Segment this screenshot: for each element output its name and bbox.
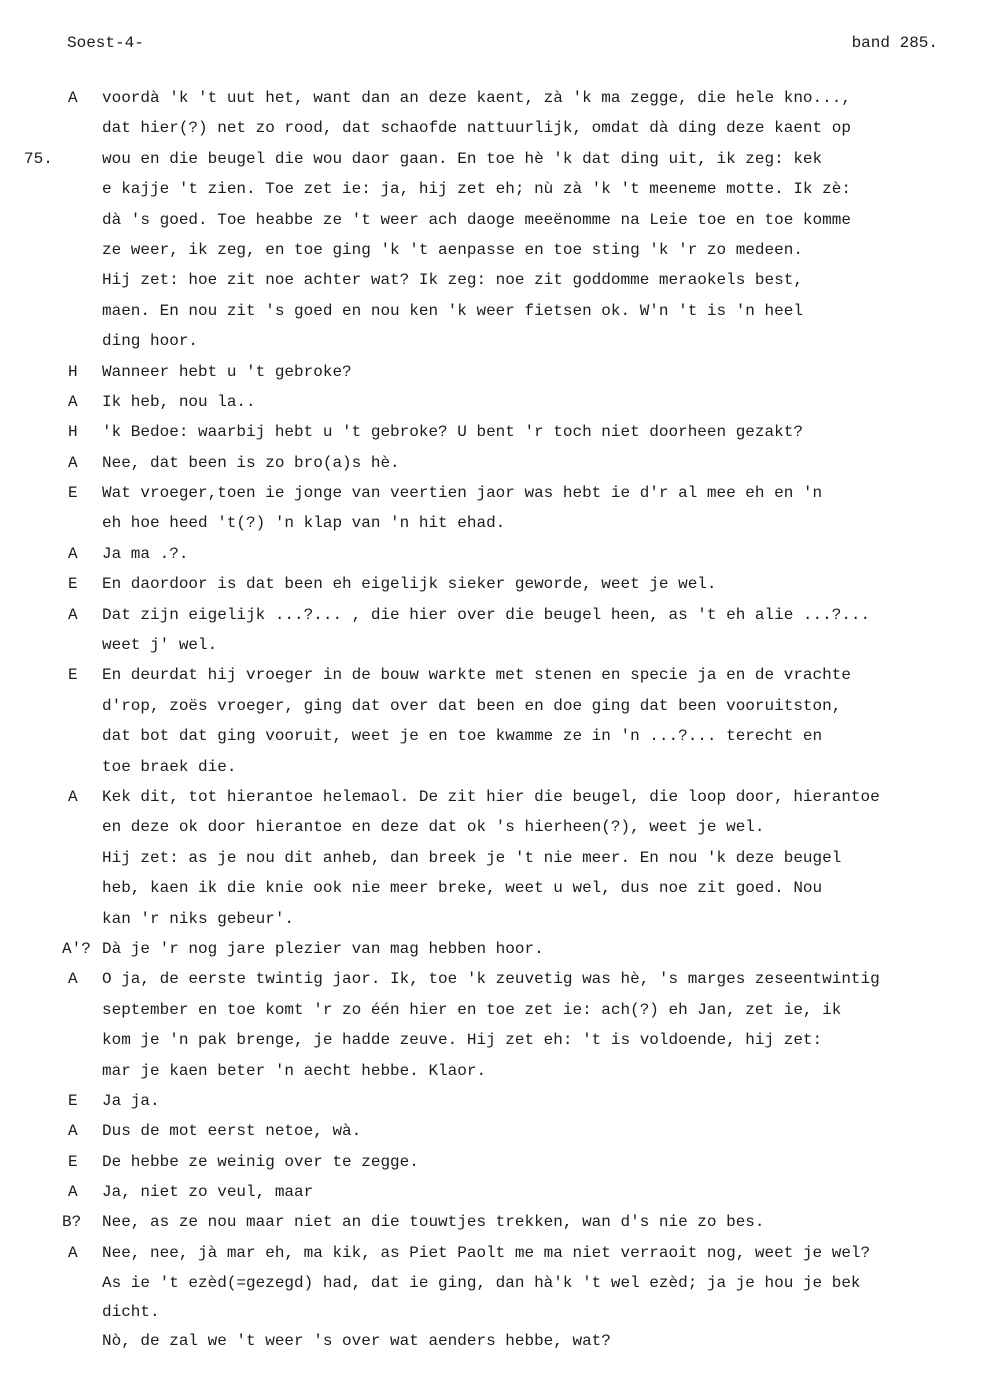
transcript-line [0,205,986,235]
line-text: Hij zet: hoe zit noe achter wat? Ik zeg: noe zit goddomme meraokels best, [102,271,803,290]
line-text: En daordoor is dat been eh eigelijk sieker geworde, weet je wel. [102,575,717,594]
line-text: dat bot dat ging vooruit, weet je en toe kwamme ze in 'n ...?... terecht en [102,727,823,746]
line-text: Ja ja. [102,1091,160,1110]
line-text: dat hier(?) net zo rood, dat schaofde nattuurlijk, omdat dà ding deze kaent op [102,119,851,138]
line-text: Ja, niet zo veul, maar [102,1183,314,1202]
transcript-line [0,357,986,387]
transcript-line [0,782,986,812]
transcript-line [0,691,986,721]
speaker-label: E [68,1152,78,1171]
line-text: De hebbe ze weinig over te zegge. [102,1152,419,1171]
transcript-line [0,964,986,994]
line-text: dà 's goed. Toe heabbe ze 't weer ach daoge meeënomme na Leie toe en toe komme [102,210,851,229]
speaker-label: A [68,1183,78,1202]
transcript-line [0,1238,986,1268]
transcript-line [0,478,986,508]
transcript-line [0,995,986,1025]
line-text: Ja ma .?. [102,544,189,563]
line-text: september en toe komt 'r zo één hier en toe zet ie: ach(?) eh Jan, zet ie, ik [102,1000,842,1019]
transcript-line [0,721,986,751]
transcript-line [0,113,986,143]
transcript-line [0,539,986,569]
transcript-line [0,1056,986,1086]
transcript-line [0,417,986,447]
line-text: ding hoor. [102,332,199,351]
line-text: Kek dit, tot hierantoe helemaol. De zit hier die beugel, die loop door, hierantoe [102,787,880,806]
transcript-line [0,1326,986,1356]
line-text: Nee, dat been is zo bro(a)s hè. [102,453,400,472]
line-number: 75. [24,149,53,168]
transcript-line [0,752,986,782]
transcript-line [0,296,986,326]
transcript-body [0,83,986,1357]
transcript-line [0,83,986,113]
line-text: Ik heb, nou la.. [102,392,256,411]
speaker-label: A [68,787,78,806]
transcript-line [0,660,986,690]
line-text: en deze ok door hierantoe en deze dat ok 's hierheen(?), weet je wel. [102,818,765,837]
line-text: 'k Bedoe: waarbij hebt u 't gebroke? U bent 'r toch niet doorheen gezakt? [102,423,803,442]
page-header-left: Soest-4- [67,34,144,52]
line-text: Wanneer hebt u 't gebroke? [102,362,352,381]
line-text: En deurdat hij vroeger in de bouw warkte met stenen en specie ja en de vrachte [102,666,851,685]
speaker-label: H [68,362,78,381]
transcript-line [0,1268,986,1298]
speaker-label: A [68,1122,78,1141]
line-text: Dat zijn eigelijk ...?... , die hier over die beugel heen, as 't eh alie ...?... [102,605,871,624]
transcript-line [0,600,986,630]
transcript-line [0,569,986,599]
speaker-label: H [68,423,78,442]
transcript-line [0,812,986,842]
page-header-right: band 285. [851,34,938,52]
speaker-label: A [68,970,78,989]
speaker-label: E [68,666,78,685]
line-text: weet j' wel. [102,636,218,655]
speaker-label: E [68,484,78,503]
speaker-label: B? [62,1213,82,1232]
speaker-label: A [68,89,78,107]
line-text: d'rop, zoës vroeger, ging dat over dat been en doe ging dat been vooruitston, [102,696,842,715]
line-text: Dus de mot eerst netoe, wà. [102,1122,362,1141]
line-text: Hij zet: as je nou dit anheb, dan breek je 't nie meer. En nou 'k deze beugel [102,848,842,867]
line-text: heb, kaen ik die knie ook nie meer breke, weet u wel, dus noe zit goed. Nou [102,879,823,898]
line-text: Wat vroeger,toen ie jonge van veertien jaor was hebt ie d'r al mee eh en 'n [102,484,823,503]
transcript-line [0,265,986,295]
speaker-label: E [68,1091,78,1110]
transcript-line [0,508,986,538]
speaker-label: A [68,544,78,563]
speaker-label: A [68,392,78,411]
transcript-line [0,174,986,204]
line-text: kan 'r niks gebeur'. [102,909,295,928]
transcript-line [0,1025,986,1055]
line-text: ze weer, ik zeg, en toe ging 'k 't aenpasse en toe sting 'k 'r zo medeen. [102,240,803,259]
transcript-line [0,1299,986,1327]
transcript-line [0,448,986,478]
speaker-label: E [68,575,78,594]
transcript-line [0,904,986,934]
line-text: wou en die beugel die wou daor gaan. En toe hè 'k dat ding uit, ik zeg: kek [102,149,823,168]
transcript-line [0,1147,986,1177]
line-text: kom je 'n pak brenge, je hadde zeuve. Hij zet eh: 't is voldoende, hij zet: [102,1031,823,1050]
speaker-label: A [68,453,78,472]
transcript-line [0,1207,986,1237]
transcript-line [0,934,986,964]
line-text: maen. En nou zit 's goed en nou ken 'k weer fietsen ok. W'n 't is 'n heel [102,301,803,320]
transcript-line [0,1177,986,1207]
line-text: Dà je 'r nog jare plezier van mag hebben hoor. [102,939,544,958]
line-text: Nee, nee, jà mar eh, ma kik, as Piet Paolt me ma niet verraoit nog, weet je wel? [102,1243,871,1262]
line-text: O ja, de eerste twintig jaor. Ik, toe 'k zeuvetig was hè, 's marges zeseentwintig [102,970,880,989]
line-text: dicht. [102,1302,160,1321]
transcript-line [0,235,986,265]
transcript-line [0,387,986,417]
line-text: As ie 't ezèd(=gezegd) had, dat ie ging, dan hà'k 't wel ezèd; ja je hou je bek [102,1274,861,1293]
transcript-line [0,326,986,356]
line-text: e kajje 't zien. Toe zet ie: ja, hij zet eh; nù zà 'k 't meeneme motte. Ik zè: [102,180,851,199]
transcript-line [0,1116,986,1146]
line-text: mar je kaen beter 'n aecht hebbe. Klaor. [102,1061,487,1080]
transcript-line [0,630,986,660]
line-text: toe braek die. [102,757,237,776]
speaker-label: A'? [62,939,91,958]
line-text: eh hoe heed 't(?) 'n klap van 'n hit ehad. [102,514,506,533]
transcript-line [0,144,986,174]
speaker-label: A [68,605,78,624]
speaker-label: A [68,1243,78,1262]
transcript-line [0,873,986,903]
transcript-line [0,1086,986,1116]
line-text: Nee, as ze nou maar niet an die touwtjes trekken, wan d's nie zo bes. [102,1213,765,1232]
line-text: voordà 'k 't uut het, want dan an deze kaent, zà 'k ma zegge, die hele kno..., [102,89,851,107]
line-text: Nò, de zal we 't weer 's over wat aenders hebbe, wat? [102,1332,611,1351]
transcript-line [0,843,986,873]
